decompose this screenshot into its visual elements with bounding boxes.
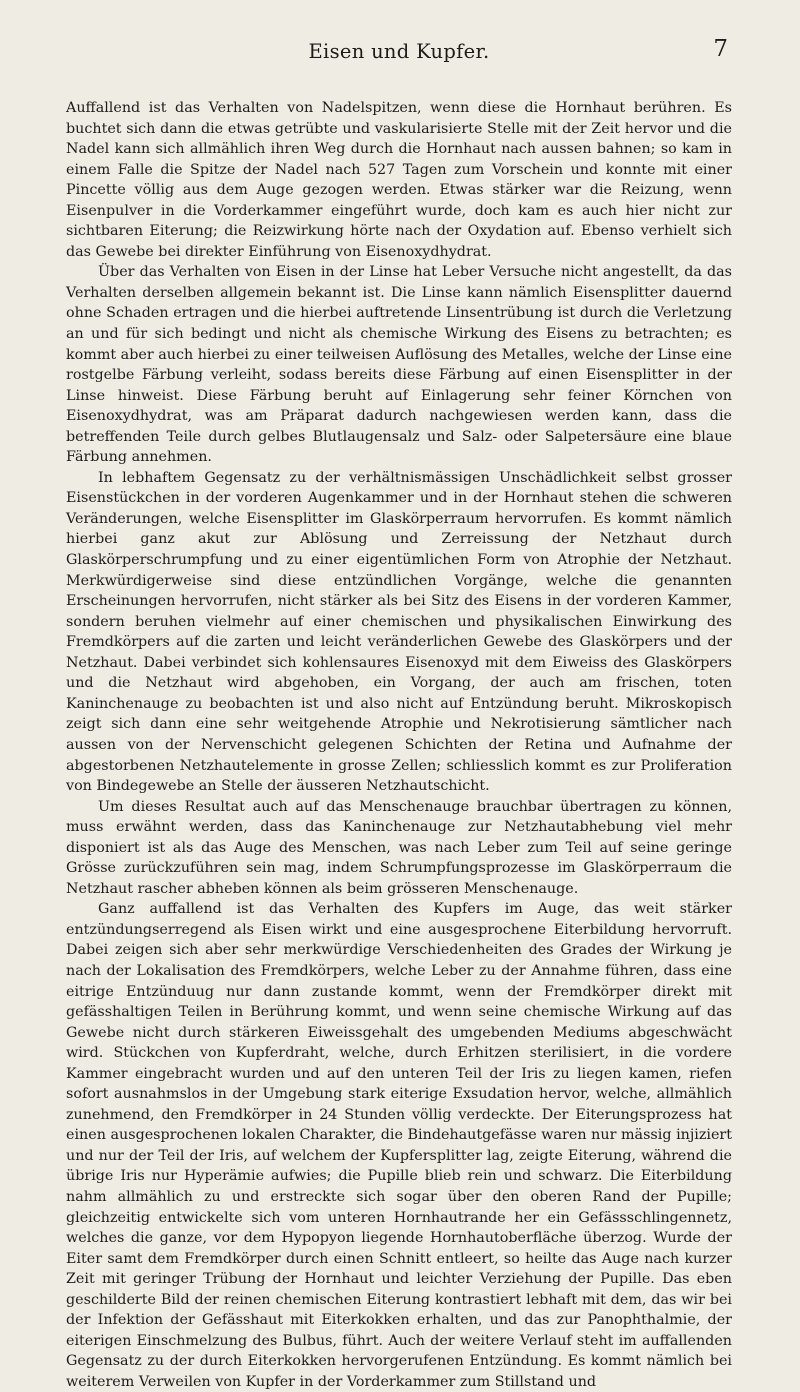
page-title: Eisen und Kupfer. xyxy=(308,40,490,63)
paragraph-nadelspitzen: Auffallend ist das Verhalten von Nadelspitzen, wenn diese die Hornhaut berühren. Es buchtet sich dann die etwas getrübte und vaskularisierte Stelle mit der Zeit hervor und die Nadel kann sich allmählich ihren Weg durch die Hornhaut nach aussen bahnen; so kam in einem Falle die Spitze der Nadel nach 527 Tagen zum Vorschein und konnte mit einer Pincette völlig aus dem Auge gezogen werden. Etwas stärker war die Reizung, wenn Eisenpulver in die Vorderkammer eingeführt wurde, doch kam es auch hier nicht zur sichtbaren Eiterung; die Reizwirkung hörte nach der Oxydation auf. Ebenso verhielt sich das Gewebe bei direkter Einführung von Eisenoxydhydrat. xyxy=(66,100,732,260)
paragraph-linse: Über das Verhalten von Eisen in der Linse hat Leber Versuche nicht angestellt, da das Verhalten derselben allgemein bekannt ist. Die Linse kann nämlich Eisensplitter dauernd ohne Schaden ertragen und die hierbei auftretende Linsentrübung ist durch die Verletzung an und für sich bedingt und nicht als chemische Wirkung des Eisens zu betrachten; es kommt aber auch hierbei zu einer teilweisen Auflösung des Metalles, welche der Linse eine rostgelbe Färbung verleiht, sodass bereits diese Färbung auf einen Eisensplitter in der Linse hinweist. Diese Färbung beruht auf Einlagerung sehr feiner Körnchen von Eisenoxydhydrat, was am Präparat dadurch nachgewiesen werden kann, dass die betreffenden Teile durch gelbes Blutlaugensalz und Salz- oder Salpetersäure eine blaue Färbung annehmen. xyxy=(66,264,732,466)
running-header xyxy=(66,0,732,62)
body-text xyxy=(66,98,732,1392)
paragraph-kupfer: Ganz auffallend ist das Verhalten des Kupfers im Auge, das weit stärker entzündungserregend als Eisen wirkt und eine ausgesprochene Eiterbildung hervorruft. Dabei zeigen sich aber sehr merkwürdige Verschiedenheiten des Grades der Wirkung je nach der Lokalisation des Fremdkörpers, welche Leber zu der Annahme führen, dass eine eitrige Entzünduug nur dann zustande kommt, wenn der Fremdkörper direkt mit gefässhaltigen Teilen in Berührung kommt, und wenn seine chemische Wirkung auf das Gewebe nicht durch stärkeren Eiweissgehalt des umgebenden Mediums abgeschwächt wird. Stückchen von Kupferdraht, welche, durch Erhitzen sterilisiert, in die vordere Kammer eingebracht wurden und auf den unteren Teil der Iris zu liegen kamen, riefen sofort ausnahmslos in der Umgebung stark eiterige Exsudation hervor, welche, allmählich zunehmend, den Fremdkörper in 24 Stunden völlig verdeckte. Der Eiterungsprozess hat einen ausgesprochenen lokalen Charakter, die Bindehautgefässe waren nur mässig injiziert und nur der Teil der Iris, auf welchem der Kupfersplitter lag, zeigte Eiterung, während die übrige Iris nur Hyperämie aufwies; die Pupille blieb rein und schwarz. Die Eiterbildung nahm allmählich zu und erstreckte sich sogar über den oberen Rand der Pupille; gleichzeitig entwickelte sich vom unteren Hornhautrande her ein Gefässschlingennetz, welches die ganze, vor dem Hypopyon liegende Hornhautoberfläche überzog. Wurde der Eiter samt dem Fremdkörper durch einen Schnitt entleert, so heilte das Auge nach kurzer Zeit mit geringer Trübung der Hornhaut und leichter Verziehung der Pupille. Das eben geschilderte Bild der reinen chemischen Eiterung kontrastiert lebhaft mit dem, das wir bei der Infektion der Gefässhaut mit Eiterkokken erhalten, und das zur Panophthalmie, der eiterigen Einschmelzung des Bulbus, führt. Auch der weitere Verlauf steht im auffallenden Gegensatz zu der durch Eiterkokken hervorgerufenen Entzündung. Es kommt nämlich bei weiterem Verweilen von Kupfer in der Vorderkammer zum Stillstand und xyxy=(66,901,732,1390)
paragraph-glaskoerper: In lebhaftem Gegensatz zu der verhältnismässigen Unschädlichkeit selbst grosser Eisenstückchen in der vorderen Augenkammer und in der Hornhaut stehen die schweren Veränderungen, welche Eisensplitter im Glaskörperraum hervorrufen. Es kommt nämlich hierbei ganz akut zur Ablösung und Zerreissung der Netzhaut durch Glaskörperschrumpfung und zu einer eigentümlichen Form von Atrophie der Netzhaut. Merkwürdigerweise sind diese entzündlichen Vorgänge, welche die genannten Erscheinungen hervorrufen, nicht stärker als bei Sitz des Eisens in der vorderen Kammer, sondern beruhen vielmehr auf einer chemischen und physikalischen Einwirkung des Fremdkörpers auf die zarten und leicht veränderlichen Gewebe des Glaskörpers und der Netzhaut. Dabei verbindet sich kohlensaures Eisenoxyd mit dem Eiweiss des Glaskörpers und die Netzhaut wird abgehoben, ein Vorgang, der auch am frischen, toten Kaninchenauge zu beobachten ist und also nicht auf Entzündung beruht. Mikroskopisch zeigt sich dann eine sehr weitgehende Atrophie und Nekrotisierung sämtlicher nach aussen von der Nervenschicht gelegenen Schichten der Retina und Aufnahme der abgestorbenen Netzhautelemente in grosse Zellen; schliesslich kommt es zur Proliferation von Bindegewebe an Stelle der äusseren Netzhautschicht. xyxy=(66,469,732,795)
page-number: 7 xyxy=(713,36,728,62)
paragraph-menschenauge: Um dieses Resultat auch auf das Menschenauge brauchbar übertragen zu können, muss erwähnt werden, dass das Kaninchenauge zur Netzhautabhebung viel mehr disponiert ist als das Auge des Menschen, was nach Leber zum Teil auf seine geringe Grösse zurückzuführen sein mag, indem Schrumpfungsprozesse im Glaskörperraum die Netzhaut rascher abheben können als beim grösseren Menschenauge. xyxy=(66,798,732,897)
